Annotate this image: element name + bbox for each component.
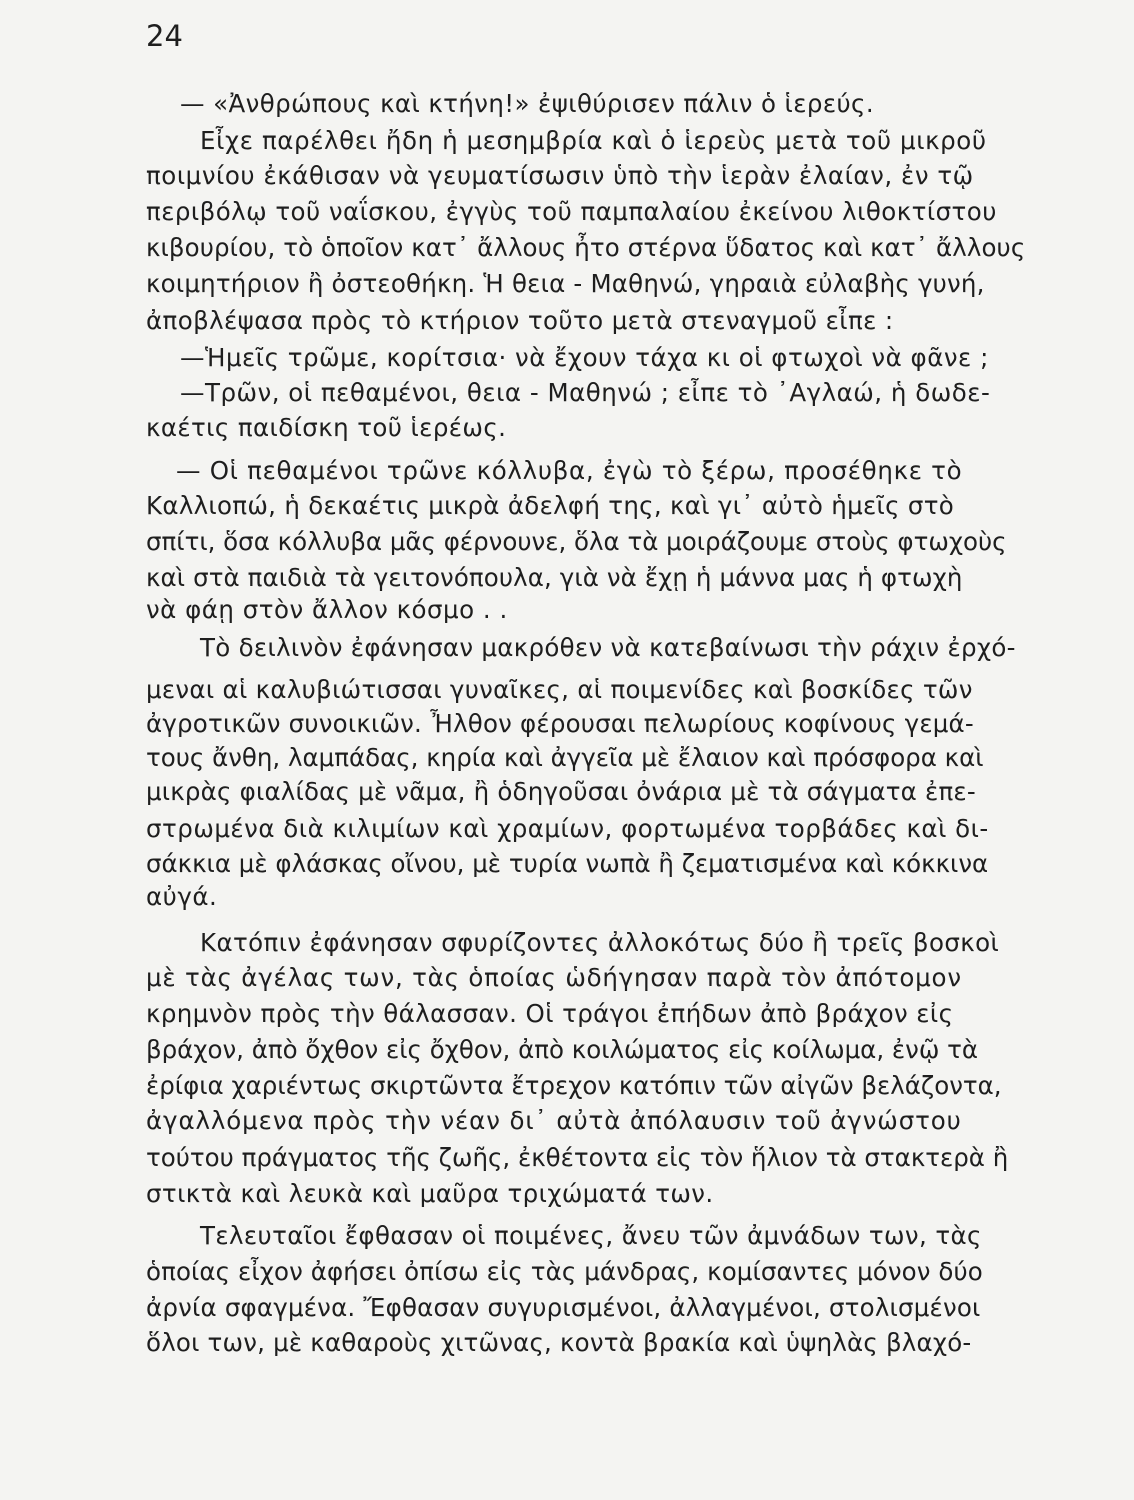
text-line: αὐγά.: [146, 882, 218, 911]
text-line: βράχον, ἀπὸ ὄχθον εἰς ὄχθον, ἀπὸ κοιλώματος εἰς κοίλωμα, ἐνῷ τὰ: [146, 1035, 979, 1064]
text-line: Καλλιοπώ, ἡ δεκαέτις μικρὰ ἀδελφή της, καὶ γι᾽ αὐτὸ ἡμεῖς στὸ: [146, 491, 955, 520]
text-line: —Ἡμεῖς τρῶμε, κορίτσια· νὰ ἔχουν τάχα κι οἱ φτωχοὶ νὰ φᾶνε ;: [180, 343, 989, 372]
text-line: ὁποίας εἶχον ἀφήσει ὀπίσω εἰς τὰς μάνδρας, κομίσαντες μόνον δύο: [146, 1257, 983, 1286]
text-line: περιβόλῳ τοῦ ναΐσκου, ἐγγὺς τοῦ παμπαλαίου ἐκείνου λιθοκτίστου: [146, 197, 997, 226]
text-line: —Τρῶν, οἱ πεθαμένοι, θεια - Μαθηνώ ; εἶπε τὸ ᾿Αγλαώ, ἡ δωδε-: [180, 378, 991, 407]
text-line: Εἶχε παρέλθει ἤδη ἡ μεσημβρία καὶ ὁ ἱερεὺς μετὰ τοῦ μικροῦ: [200, 126, 987, 155]
text-line: Τὸ δειλινὸν ἐφάνησαν μακρόθεν νὰ κατεβαίνωσι τὴν ράχιν ἐρχό-: [200, 633, 1016, 662]
text-line: ἀγροτικῶν συνοικιῶν. Ἦλθον φέρουσαι πελωρίους κοφίνους γεμά-: [146, 709, 974, 738]
text-line: ποιμνίου ἐκάθισαν νὰ γευματίσωσιν ὑπὸ τὴν ἱερὰν ἐλαίαν, ἐν τῷ: [146, 161, 974, 190]
text-line: ἀρνία σφαγμένα. Ἔφθασαν συγυρισμένοι, ἀλλαγμένοι, στολισμένοι: [146, 1293, 981, 1322]
text-line: στρωμένα διὰ κιλιμίων καὶ χραμίων, φορτωμένα τορβάδες καὶ δι-: [146, 814, 989, 843]
text-line: σπίτι, ὅσα κόλλυβα μᾶς φέρνουνε, ὅλα τὰ μοιράζουμε στοὺς φτωχοὺς: [146, 527, 1007, 556]
text-line: κιβουρίου, τὸ ὁποῖον κατ᾽ ἄλλους ἦτο στέρνα ὕδατος καὶ κατ᾽ ἄλλους: [146, 233, 1026, 262]
text-line: ἀγαλλόμενα πρὸς τὴν νέαν δι᾽ αὐτὰ ἀπόλαυσιν τοῦ ἀγνώστου: [146, 1106, 962, 1135]
text-line: καὶ στὰ παιδιὰ τὰ γειτονόπουλα, γιὰ νὰ ἔχῃ ἡ μάννα μας ἡ φτωχὴ: [146, 563, 963, 592]
text-line: Κατόπιν ἐφάνησαν σφυρίζοντες ἀλλοκότως δύο ἢ τρεῖς βοσκοὶ: [200, 928, 1000, 957]
text-line: ἐρίφια χαριέντως σκιρτῶντα ἔτρεχον κατόπιν τῶν αἰγῶν βελάζοντα,: [146, 1071, 1002, 1100]
text-line: νὰ φάῃ στὸν ἄλλον κόσμο . .: [146, 595, 508, 624]
text-line: Τελευταῖοι ἔφθασαν οἱ ποιμένες, ἄνευ τῶν ἀμνάδων των, τὰς: [200, 1221, 982, 1250]
text-line: κρημνὸν πρὸς τὴν θάλασσαν. Οἱ τράγοι ἐπήδων ἀπὸ βράχον εἰς: [146, 999, 954, 1028]
text-line: — «Ἀνθρώπους καὶ κτήνη!» ἐψιθύρισεν πάλιν ὁ ἱερεύς.: [180, 89, 875, 118]
text-line: τούτου πράγματος τῆς ζωῆς, ἐκθέτοντα εἰς τὸν ἥλιον τὰ στακτερὰ ἢ: [146, 1143, 1009, 1172]
text-line: στικτὰ καὶ λευκὰ καὶ μαῦρα τριχώματά των.: [146, 1179, 714, 1208]
text-line: μικρὰς φιαλίδας μὲ νᾶμα, ἢ ὁδηγοῦσαι ὀνάρια μὲ τὰ σάγματα ἐπε-: [146, 777, 976, 806]
text-line: κοιμητήριον ἢ ὀστεοθήκη. Ἡ θεια - Μαθηνώ, γηραιὰ εὐλαβὴς γυνή,: [146, 269, 985, 298]
text-line: σάκκια μὲ φλάσκας οἴνου, μὲ τυρία νωπὰ ἢ ζεματισμένα καὶ κόκκινα: [146, 849, 989, 878]
text-line: ἀποβλέψασα πρὸς τὸ κτήριον τοῦτο μετὰ στεναγμοῦ εἶπε :: [146, 306, 894, 335]
text-line: καέτις παιδίσκη τοῦ ἱερέως.: [146, 413, 507, 442]
text-line: τους ἄνθη, λαμπάδας, κηρία καὶ ἀγγεῖα μὲ ἔλαιον καὶ πρόσφορα καὶ: [146, 743, 984, 772]
text-line: μεναι αἱ καλυβιώτισσαι γυναῖκες, αἱ ποιμενίδες καὶ βοσκίδες τῶν: [146, 675, 973, 704]
text-line: ὅλοι των, μὲ καθαροὺς χιτῶνας, κοντὰ βρακία καὶ ὑψηλὰς βλαχό-: [146, 1328, 972, 1357]
page-number: 24: [146, 19, 183, 53]
text-line: μὲ τὰς ἀγέλας των, τὰς ὁποίας ὡδήγησαν παρὰ τὸν ἀπότομον: [146, 963, 962, 992]
text-line: — Οἱ πεθαμένοι τρῶνε κόλλυβα, ἐγὼ τὸ ξέρω, προσέθηκε τὸ: [176, 456, 963, 485]
